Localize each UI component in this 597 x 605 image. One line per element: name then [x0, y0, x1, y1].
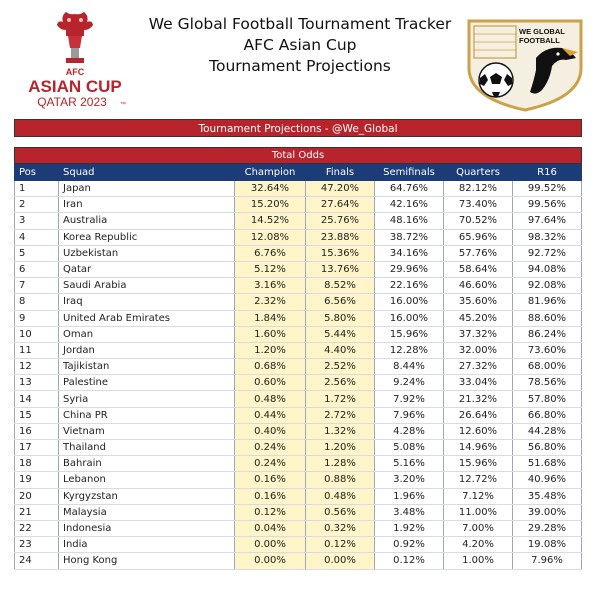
quarters-cell: 21.32%: [444, 391, 513, 407]
finals-cell: 0.32%: [306, 520, 375, 536]
table-row: [15, 488, 582, 504]
table-row: [15, 342, 582, 358]
squad-cell: Malaysia: [59, 504, 235, 520]
champion-cell: 15.20%: [235, 197, 306, 213]
r16-cell: 40.96%: [513, 472, 582, 488]
page-title: [140, 14, 460, 77]
pos-cell: 14: [15, 391, 59, 407]
semifinals-cell: 4.28%: [375, 423, 444, 439]
pos-cell: 19: [15, 472, 59, 488]
r16-cell: 44.28%: [513, 423, 582, 439]
squad-cell: Hong Kong: [59, 553, 235, 569]
champion-cell: 0.24%: [235, 456, 306, 472]
table-row: [15, 375, 582, 391]
pos-cell: 23: [15, 537, 59, 553]
pos-cell: 10: [15, 326, 59, 342]
pos-cell: 20: [15, 488, 59, 504]
finals-cell: 2.52%: [306, 359, 375, 375]
table-row: [15, 213, 582, 229]
semifinals-cell: 29.96%: [375, 261, 444, 277]
champion-cell: 0.60%: [235, 375, 306, 391]
finals-cell: 1.28%: [306, 456, 375, 472]
quarters-cell: 11.00%: [444, 504, 513, 520]
quarters-cell: 58.64%: [444, 261, 513, 277]
finals-cell: 0.00%: [306, 553, 375, 569]
r16-cell: 68.00%: [513, 359, 582, 375]
r16-cell: 7.96%: [513, 553, 582, 569]
finals-cell: 13.76%: [306, 261, 375, 277]
r16-cell: 66.80%: [513, 407, 582, 423]
squad-cell: Iran: [59, 197, 235, 213]
quarters-cell: 12.60%: [444, 423, 513, 439]
squad-cell: Japan: [59, 181, 235, 197]
finals-cell: 8.52%: [306, 278, 375, 294]
pos-cell: 7: [15, 278, 59, 294]
squad-cell: Qatar: [59, 261, 235, 277]
table-row: [15, 197, 582, 213]
table-row: [15, 391, 582, 407]
champion-cell: 0.68%: [235, 359, 306, 375]
semifinals-cell: 64.76%: [375, 181, 444, 197]
r16-cell: 92.72%: [513, 245, 582, 261]
quarters-cell: 35.60%: [444, 294, 513, 310]
col-r16-header: R16: [513, 164, 582, 181]
page-header: [0, 0, 597, 116]
finals-cell: 15.36%: [306, 245, 375, 261]
squad-cell: Korea Republic: [59, 229, 235, 245]
semifinals-cell: 0.12%: [375, 553, 444, 569]
semifinals-cell: 3.48%: [375, 504, 444, 520]
squad-cell: Kyrgyzstan: [59, 488, 235, 504]
projections-table-body: [15, 181, 582, 570]
table-row: [15, 423, 582, 439]
r16-cell: 39.00%: [513, 504, 582, 520]
quarters-cell: 37.32%: [444, 326, 513, 342]
r16-cell: 97.64%: [513, 213, 582, 229]
squad-cell: Saudi Arabia: [59, 278, 235, 294]
semifinals-cell: 0.92%: [375, 537, 444, 553]
quarters-cell: 1.00%: [444, 553, 513, 569]
table-row: [15, 456, 582, 472]
r16-cell: 86.24%: [513, 326, 582, 342]
r16-cell: 99.52%: [513, 181, 582, 197]
squad-cell: Syria: [59, 391, 235, 407]
quarters-cell: 45.20%: [444, 310, 513, 326]
semifinals-cell: 16.00%: [375, 310, 444, 326]
quarters-cell: 73.40%: [444, 197, 513, 213]
finals-cell: 4.40%: [306, 342, 375, 358]
squad-cell: Australia: [59, 213, 235, 229]
quarters-cell: 32.00%: [444, 342, 513, 358]
pos-cell: 4: [15, 229, 59, 245]
champion-cell: 0.16%: [235, 488, 306, 504]
col-pos-header: Pos: [15, 164, 59, 181]
quarters-cell: 7.12%: [444, 488, 513, 504]
squad-cell: Thailand: [59, 440, 235, 456]
title-line-2: AFC Asian Cup: [243, 36, 357, 54]
logo-tm-text: ™: [120, 102, 126, 108]
squad-cell: Iraq: [59, 294, 235, 310]
r16-cell: 99.56%: [513, 197, 582, 213]
r16-cell: 19.08%: [513, 537, 582, 553]
squad-cell: India: [59, 537, 235, 553]
pos-cell: 6: [15, 261, 59, 277]
finals-cell: 5.80%: [306, 310, 375, 326]
squad-cell: Oman: [59, 326, 235, 342]
champion-cell: 0.00%: [235, 553, 306, 569]
quarters-cell: 14.96%: [444, 440, 513, 456]
pos-cell: 16: [15, 423, 59, 439]
squad-cell: China PR: [59, 407, 235, 423]
pos-cell: 17: [15, 440, 59, 456]
finals-cell: 1.20%: [306, 440, 375, 456]
finals-cell: 0.88%: [306, 472, 375, 488]
quarters-cell: 12.72%: [444, 472, 513, 488]
table-row: [15, 520, 582, 536]
afc-asian-cup-logo: [14, 6, 136, 112]
squad-cell: Jordan: [59, 342, 235, 358]
champion-cell: 0.44%: [235, 407, 306, 423]
semifinals-cell: 48.16%: [375, 213, 444, 229]
r16-cell: 56.80%: [513, 440, 582, 456]
logo-qatar-text: QATAR 2023: [37, 95, 107, 109]
pos-cell: 3: [15, 213, 59, 229]
finals-cell: 0.56%: [306, 504, 375, 520]
table-row: [15, 245, 582, 261]
champion-cell: 6.76%: [235, 245, 306, 261]
logo-afc-text: AFC: [65, 67, 85, 77]
r16-cell: 51.68%: [513, 456, 582, 472]
semifinals-cell: 38.72%: [375, 229, 444, 245]
champion-cell: 32.64%: [235, 181, 306, 197]
champion-cell: 0.12%: [235, 504, 306, 520]
semifinals-cell: 8.44%: [375, 359, 444, 375]
col-champion-header: Champion: [235, 164, 306, 181]
table-row: [15, 359, 582, 375]
r16-cell: 98.32%: [513, 229, 582, 245]
finals-cell: 6.56%: [306, 294, 375, 310]
title-line-3: Tournament Projections: [209, 57, 391, 75]
logo-football-text: FOOTBALL: [519, 36, 560, 45]
r16-cell: 29.28%: [513, 520, 582, 536]
title-line-1: We Global Football Tournament Tracker: [148, 15, 452, 33]
trophy-icon: [57, 12, 93, 63]
champion-cell: 2.32%: [235, 294, 306, 310]
quarters-cell: 27.32%: [444, 359, 513, 375]
table-row: [15, 407, 582, 423]
finals-cell: 25.76%: [306, 213, 375, 229]
finals-cell: 0.12%: [306, 537, 375, 553]
quarters-cell: 15.96%: [444, 456, 513, 472]
champion-cell: 1.60%: [235, 326, 306, 342]
pos-cell: 12: [15, 359, 59, 375]
semifinals-cell: 7.92%: [375, 391, 444, 407]
pos-cell: 11: [15, 342, 59, 358]
squad-cell: United Arab Emirates: [59, 310, 235, 326]
champion-cell: 12.08%: [235, 229, 306, 245]
table-row: [15, 504, 582, 520]
finals-cell: 47.20%: [306, 181, 375, 197]
quarters-cell: 46.60%: [444, 278, 513, 294]
table-row: [15, 553, 582, 569]
table-row: [15, 261, 582, 277]
semifinals-cell: 1.92%: [375, 520, 444, 536]
projections-table: [14, 147, 582, 570]
semifinals-cell: 12.28%: [375, 342, 444, 358]
logo-asian-cup-text: ASIAN CUP: [28, 77, 122, 96]
semifinals-cell: 42.16%: [375, 197, 444, 213]
champion-cell: 0.48%: [235, 391, 306, 407]
pos-cell: 21: [15, 504, 59, 520]
pos-cell: 22: [15, 520, 59, 536]
pos-cell: 13: [15, 375, 59, 391]
table-row: [15, 440, 582, 456]
champion-cell: 3.16%: [235, 278, 306, 294]
col-quarters-header: Quarters: [444, 164, 513, 181]
quarters-cell: 4.20%: [444, 537, 513, 553]
pos-cell: 5: [15, 245, 59, 261]
champion-cell: 0.04%: [235, 520, 306, 536]
quarters-cell: 70.52%: [444, 213, 513, 229]
champion-cell: 0.24%: [235, 440, 306, 456]
pos-cell: 8: [15, 294, 59, 310]
quarters-cell: 57.76%: [444, 245, 513, 261]
quarters-cell: 33.04%: [444, 375, 513, 391]
squad-cell: Tajikistan: [59, 359, 235, 375]
table-row: [15, 229, 582, 245]
champion-cell: 0.16%: [235, 472, 306, 488]
semifinals-cell: 1.96%: [375, 488, 444, 504]
semifinals-cell: 34.16%: [375, 245, 444, 261]
we-global-football-logo: [466, 18, 584, 112]
table-row: [15, 310, 582, 326]
pos-cell: 18: [15, 456, 59, 472]
table-row: [15, 278, 582, 294]
logo-we-global-text: WE GLOBAL: [519, 27, 565, 36]
pos-cell: 9: [15, 310, 59, 326]
squad-cell: Uzbekistan: [59, 245, 235, 261]
quarters-cell: 26.64%: [444, 407, 513, 423]
squad-cell: Indonesia: [59, 520, 235, 536]
semifinals-cell: 5.08%: [375, 440, 444, 456]
champion-cell: 1.20%: [235, 342, 306, 358]
semifinals-cell: 9.24%: [375, 375, 444, 391]
quarters-cell: 7.00%: [444, 520, 513, 536]
table-row: [15, 472, 582, 488]
r16-cell: 94.08%: [513, 261, 582, 277]
quarters-cell: 65.96%: [444, 229, 513, 245]
pos-cell: 15: [15, 407, 59, 423]
r16-cell: 78.56%: [513, 375, 582, 391]
semifinals-cell: 22.16%: [375, 278, 444, 294]
semifinals-cell: 7.96%: [375, 407, 444, 423]
pos-cell: 24: [15, 553, 59, 569]
squad-cell: Palestine: [59, 375, 235, 391]
finals-cell: 0.48%: [306, 488, 375, 504]
finals-cell: 5.44%: [306, 326, 375, 342]
champion-cell: 0.00%: [235, 537, 306, 553]
table-row: [15, 537, 582, 553]
champion-cell: 0.40%: [235, 423, 306, 439]
projections-banner: Tournament Projections - @We_Global: [14, 119, 582, 137]
table-row: [15, 181, 582, 197]
r16-cell: 81.96%: [513, 294, 582, 310]
r16-cell: 35.48%: [513, 488, 582, 504]
column-header-row: [15, 164, 582, 181]
finals-cell: 23.88%: [306, 229, 375, 245]
finals-cell: 2.56%: [306, 375, 375, 391]
champion-cell: 14.52%: [235, 213, 306, 229]
semifinals-cell: 15.96%: [375, 326, 444, 342]
semifinals-cell: 5.16%: [375, 456, 444, 472]
semifinals-cell: 3.20%: [375, 472, 444, 488]
pos-cell: 2: [15, 197, 59, 213]
table-row: [15, 326, 582, 342]
champion-cell: 1.84%: [235, 310, 306, 326]
r16-cell: 92.08%: [513, 278, 582, 294]
col-semifinals-header: Semifinals: [375, 164, 444, 181]
finals-cell: 27.64%: [306, 197, 375, 213]
finals-cell: 1.32%: [306, 423, 375, 439]
r16-cell: 73.60%: [513, 342, 582, 358]
squad-cell: Bahrain: [59, 456, 235, 472]
pos-cell: 1: [15, 181, 59, 197]
r16-cell: 88.60%: [513, 310, 582, 326]
total-odds-header: Total Odds: [15, 148, 582, 164]
finals-cell: 1.72%: [306, 391, 375, 407]
semifinals-cell: 16.00%: [375, 294, 444, 310]
squad-cell: Vietnam: [59, 423, 235, 439]
soccer-ball-icon: [479, 63, 513, 97]
col-squad-header: Squad: [59, 164, 235, 181]
r16-cell: 57.80%: [513, 391, 582, 407]
col-finals-header: Finals: [306, 164, 375, 181]
finals-cell: 2.72%: [306, 407, 375, 423]
squad-cell: Lebanon: [59, 472, 235, 488]
table-row: [15, 294, 582, 310]
champion-cell: 5.12%: [235, 261, 306, 277]
quarters-cell: 82.12%: [444, 181, 513, 197]
